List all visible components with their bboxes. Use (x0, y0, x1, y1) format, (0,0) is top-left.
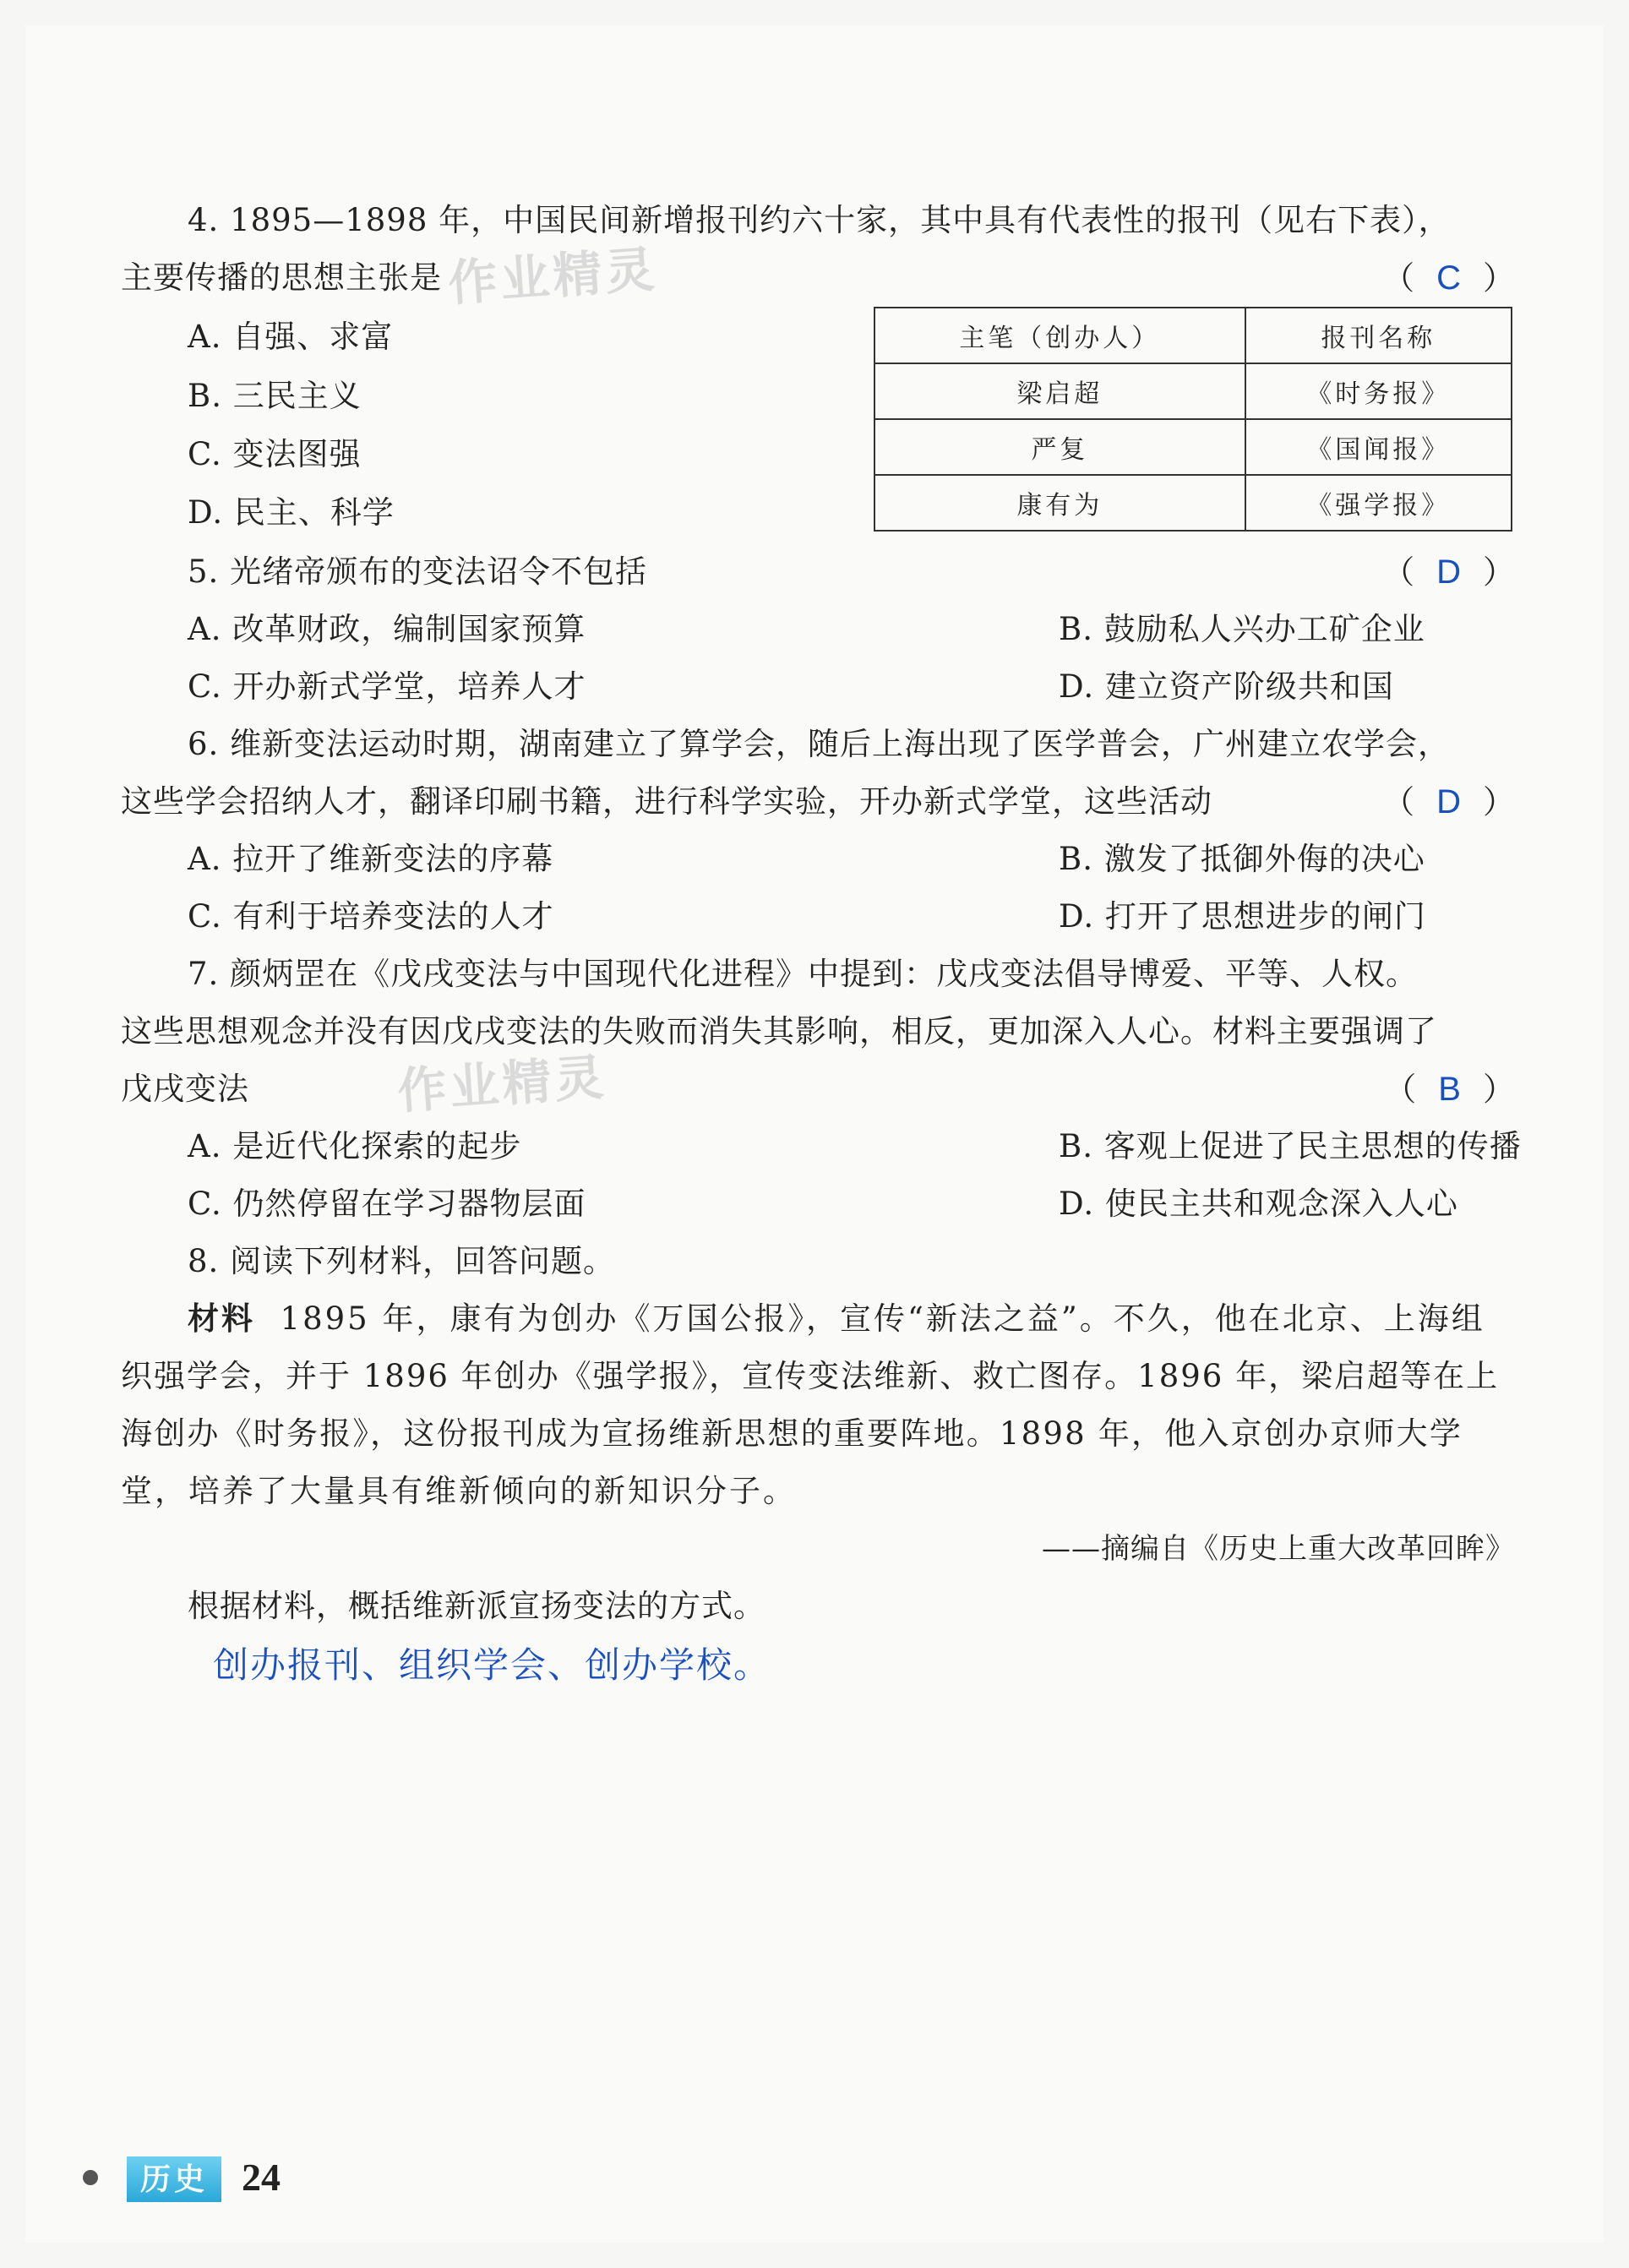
table-cell: 《强学报》 (1245, 475, 1512, 531)
q7-option-a: A. 是近代化探索的起步 B. 客观上促进了民主思想的传播 (188, 1126, 1582, 1168)
q5-stem: 5. 光绪帝颁布的变法诏令不包括 (188, 553, 648, 590)
q4-option-b: B. 三民主义 (188, 378, 362, 414)
q6-answer: D (1436, 783, 1461, 821)
q7-option-d: D. 使民主共和观念深入人心 (1059, 1186, 1458, 1222)
q8-material-line2: 织强学会，并于 1896 年创办《强学报》，宣传变法维新、救亡图存。1896 年，梁启超等在上 (121, 1358, 1500, 1394)
q7-option-c: C. 仍然停留在学习器物层面 D. 使民主共和观念深入人心 (188, 1183, 1582, 1225)
table-cell: 梁启超 (874, 363, 1245, 419)
q8-stem: 8. 阅读下列材料，回答问题。 (188, 1243, 616, 1279)
q5-option-d: D. 建立资产阶级共和国 (1059, 668, 1394, 705)
material-source: ——摘编自《历史上重大改革回眸》 (1042, 1532, 1515, 1566)
q8-material-line3: 海创办《时务报》，这份报刊成为宣扬维新思想的重要阵地。1898 年，他入京创办京师大学 (121, 1415, 1463, 1452)
q7-stem-line1: 7. 颜炳罡在《戊戌变法与中国现代化进程》中提到：戊戌变法倡导博爱、平等、人权。 (188, 956, 1419, 992)
q8-material-line1: 材料 1895 年，康有为创办《万国公报》，宣传“新法之益”。不久，他在北京、上海组 (188, 1300, 1485, 1337)
q7-option-b: B. 客观上促进了民主思想的传播 (1059, 1128, 1522, 1164)
watermark: 作业精灵 (446, 242, 660, 312)
q6-option-c: C. 有利于培养变法的人才 D. 打开了思想进步的闸门 (188, 896, 1582, 938)
table-row (874, 419, 1512, 475)
q7-answer: B (1438, 1071, 1461, 1108)
subject-badge: 历史 (127, 2156, 221, 2202)
q5-option-b: B. 鼓励私人兴办工矿企业 (1059, 611, 1425, 647)
bullet-icon (83, 2170, 98, 2185)
q4-stem-line2: 主要传播的思想主张是 (121, 259, 442, 296)
q6-answer-bracket: （ D ） (1382, 783, 1515, 821)
q4-answer: C (1436, 259, 1461, 297)
table-cell: 康有为 (874, 475, 1245, 531)
newspaper-table (874, 307, 1512, 532)
q7-stem-line3: 戊戌变法 (121, 1071, 249, 1107)
q5-option-a: A. 改革财政，编制国家预算 B. 鼓励私人兴办工矿企业 (188, 608, 1582, 651)
table-header-cell: 主笔（创办人） (874, 308, 1245, 363)
q4-option-c: C. 变法图强 (188, 436, 362, 472)
q4-option-a: A. 自强、求富 (188, 319, 394, 355)
q8-question: 根据材料，概括维新派宣扬变法的方式。 (188, 1588, 765, 1624)
q6-stem-line2: 这些学会招纳人才，翻译印刷书籍，进行科学实验，开办新式学堂，这些活动 (121, 783, 1212, 820)
page-number: 24 (242, 2156, 281, 2199)
q6-option-a: A. 拉开了维新变法的序幕 B. 激发了抵御外侮的决心 (188, 838, 1582, 880)
q4-option-d: D. 民主、科学 (188, 494, 395, 531)
material-label: 材料 (188, 1300, 255, 1337)
table-row (874, 475, 1512, 531)
q6-stem-line1: 6. 维新变法运动时期，湖南建立了算学会，随后上海出现了医学普会，广州建立农学会， (188, 726, 1451, 762)
q6-option-d: D. 打开了思想进步的闸门 (1059, 898, 1426, 935)
q5-answer: D (1436, 553, 1461, 591)
q7-stem-line2: 这些思想观念并没有因戊戌变法的失败而消失其影响，相反，更加深入人心。材料主要强调了 (121, 1013, 1437, 1049)
table-header-cell: 报刊名称 (1245, 308, 1512, 363)
table-cell: 《国闻报》 (1245, 419, 1512, 475)
table-cell: 严复 (874, 419, 1245, 475)
q5-option-c: C. 开办新式学堂，培养人才 D. 建立资产阶级共和国 (188, 666, 1582, 708)
q4-answer-bracket: （ C ） (1382, 259, 1515, 297)
q4-stem-line1: 4. 1895—1898 年，中国民间新增报刊约六十家，其中具有代表性的报刊（见右下表）， (188, 202, 1451, 238)
table-header-row (874, 308, 1512, 363)
q7-answer-bracket: （ B ） (1384, 1071, 1515, 1108)
watermark: 作业精灵 (395, 1049, 609, 1120)
q5-answer-bracket: （ D ） (1382, 553, 1515, 591)
q8-material-line4: 堂，培养了大量具有维新倾向的新知识分子。 (121, 1473, 797, 1509)
table-row (874, 363, 1512, 419)
q8-answer: 创办报刊、组织学会、创办学校。 (213, 1644, 771, 1686)
table-cell: 《时务报》 (1245, 363, 1512, 419)
q6-option-b: B. 激发了抵御外侮的决心 (1059, 841, 1425, 877)
